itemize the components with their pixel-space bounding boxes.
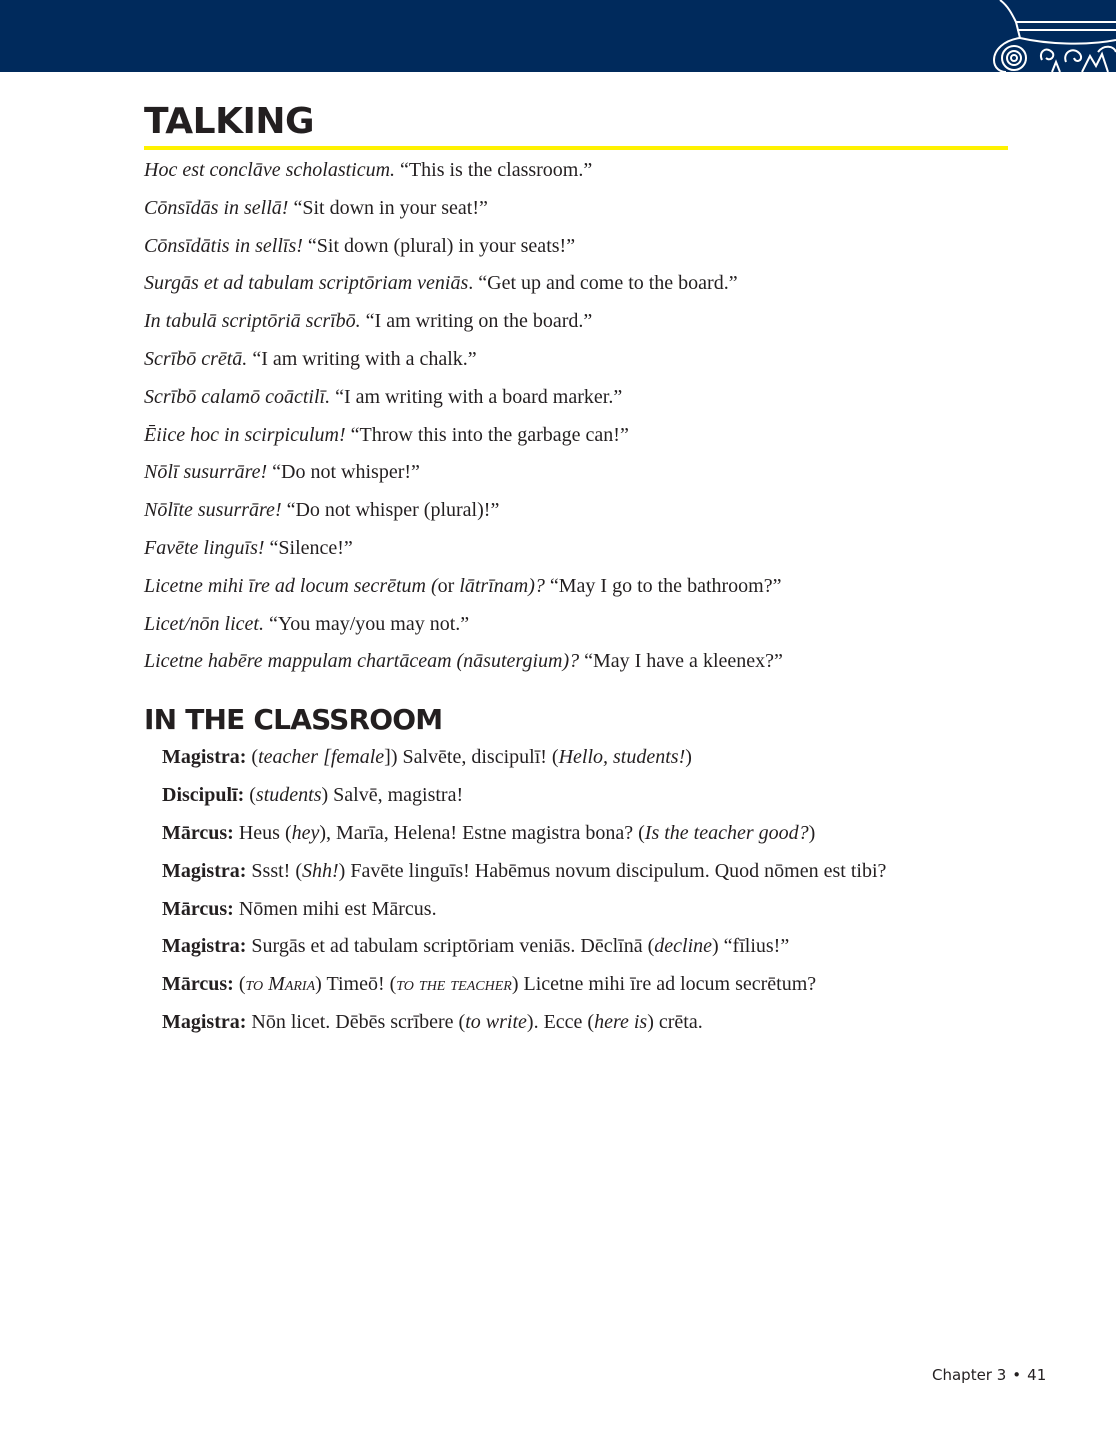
dialogue-text: ) crēta. — [647, 1011, 703, 1034]
dialogue-text: ( — [233, 973, 246, 996]
stage-direction: to the teacher — [396, 973, 512, 996]
speaker-name: Magistra: — [162, 746, 247, 768]
stage-direction: to Maria — [245, 973, 316, 996]
dialogue-text: Nōn licet. Dēbēs scrībere ( — [246, 1011, 466, 1034]
latin-phrase: Scrībō calamō coāctilī. — [144, 385, 331, 408]
dialogue-text: ( — [246, 746, 259, 768]
page-footer — [932, 1366, 1046, 1384]
dialogue-text: ) — [808, 821, 816, 844]
dialogue-text: ]) Salvēte, discipulī! ( — [384, 746, 559, 768]
english-translation: “May I have a kleenex?” — [579, 650, 783, 673]
dialogue-line — [162, 966, 1062, 1004]
phrase-line — [144, 152, 1044, 190]
dialogue-text: ) Favēte linguīs! Habēmus novum discipulum. Quod nōmen est tibi? — [338, 859, 887, 882]
connector-word: or — [437, 574, 455, 597]
english-translation: “Sit down (plural) in your seats!” — [302, 234, 576, 257]
latin-phrase: Cōnsīdās in sellā! — [144, 196, 289, 219]
dialogue-line — [162, 1004, 1062, 1042]
phrase-line — [144, 417, 1044, 455]
phrase-list — [144, 152, 1044, 681]
latin-phrase: Ēiice hoc in scirpiculum! — [144, 423, 346, 446]
english-translation: “I am writing with a board marker.” — [330, 385, 623, 408]
phrase-line — [144, 303, 1044, 341]
dialogue-text: Nōmen mihi est Mārcus. — [233, 897, 437, 920]
latin-phrase-alt: lātrīnam)? — [454, 574, 545, 597]
gloss: to write — [465, 1011, 527, 1034]
gloss: here is — [594, 1011, 648, 1034]
speaker-name: Magistra: — [162, 1011, 247, 1034]
gloss: Hello, students! — [558, 746, 686, 768]
dialogue-line — [162, 777, 1062, 815]
dialogue-text: ) — [685, 746, 692, 768]
gloss: teacher [female — [258, 746, 385, 768]
phrase-line — [144, 643, 1044, 681]
dialogue-text: Ssst! ( — [246, 859, 302, 882]
dialogue-text: ) Licetne mihi īre ad locum secrētum? — [511, 973, 817, 996]
phrase-line — [144, 265, 1044, 303]
latin-phrase: Hoc est conclāve scholasticum. — [144, 159, 396, 181]
latin-phrase: Licet/nōn licet. — [144, 612, 264, 635]
gloss: decline — [654, 935, 713, 958]
dialogue-line — [162, 853, 1062, 891]
dialogue-line — [162, 928, 1062, 966]
speaker-name: Mārcus: — [162, 897, 234, 920]
phrase-line — [144, 568, 1044, 606]
latin-phrase: Favēte linguīs! — [144, 536, 265, 559]
speaker-name: Magistra: — [162, 935, 247, 958]
phrase-line — [144, 341, 1044, 379]
section-title-classroom: IN THE CLASSROOM — [144, 703, 443, 736]
phrase-line — [144, 454, 1044, 492]
section-title-talking: TALKING — [144, 101, 315, 142]
dialogue-text: ). Ecce ( — [526, 1011, 595, 1034]
english-translation: “I am writing on the board.” — [360, 310, 593, 333]
latin-phrase: In tabulā scriptōriā scrībō. — [144, 310, 361, 333]
yellow-rule — [144, 146, 1008, 150]
latin-phrase: Licetne habēre mappulam chartāceam (nāsutergium)? — [144, 650, 580, 673]
english-translation: “Sit down in your seat!” — [288, 196, 488, 219]
dialogue-text: ( — [244, 783, 256, 806]
dialogue-text: Surgās et ad tabulam scriptōriam veniās. Dēclīnā ( — [246, 935, 655, 958]
speaker-name: Mārcus: — [162, 973, 234, 996]
gloss: Is the teacher good? — [644, 821, 809, 844]
dialogue-line — [162, 815, 1062, 853]
phrase-line — [144, 606, 1044, 644]
english-translation: . “Get up and come to the board.” — [468, 272, 738, 295]
phrase-line — [144, 228, 1044, 266]
latin-phrase: Nōlī susurrāre! — [144, 461, 268, 484]
phrase-line — [144, 530, 1044, 568]
dialogue — [162, 739, 1062, 1042]
phrase-line — [144, 492, 1044, 530]
english-translation: “I am writing with a chalk.” — [247, 347, 477, 370]
page-number: 41 — [1027, 1366, 1047, 1384]
dialogue-text: Heus ( — [233, 821, 292, 844]
phrase-line — [144, 379, 1044, 417]
latin-phrase: Surgās et ad tabulam scriptōriam veniās — [144, 272, 469, 295]
chapter-label: Chapter 3 — [932, 1366, 1007, 1384]
dialogue-text: ) “fīlius!” — [712, 935, 790, 958]
dialogue-text: ) Timeō! ( — [315, 973, 397, 996]
gloss: Shh! — [302, 859, 339, 882]
latin-phrase: Scrībō crētā. — [144, 347, 248, 370]
latin-phrase: Nōlīte susurrāre! — [144, 499, 282, 522]
english-translation: “You may/you may not.” — [263, 612, 470, 635]
latin-phrase: Licetne mihi īre ad locum secrētum ( — [144, 574, 438, 597]
latin-phrase: Cōnsīdātis in sellīs! — [144, 234, 303, 257]
footer-separator: • — [1012, 1366, 1022, 1384]
dialogue-line — [162, 739, 1062, 777]
phrase-line — [144, 190, 1044, 228]
gloss: students — [255, 783, 322, 806]
dialogue-text: ), Marīa, Helena! Estne magistra bona? ( — [319, 821, 645, 844]
header-banner — [0, 0, 1116, 72]
english-translation: “Do not whisper (plural)!” — [281, 499, 500, 522]
speaker-name: Magistra: — [162, 859, 247, 882]
speaker-name: Discipulī: — [162, 783, 245, 806]
english-translation: “Do not whisper!” — [267, 461, 420, 484]
english-translation: “Throw this into the garbage can!” — [345, 423, 629, 446]
english-translation: “Silence!” — [264, 536, 353, 559]
ionic-capital-icon — [986, 0, 1116, 72]
dialogue-line — [162, 891, 1062, 929]
speaker-name: Mārcus: — [162, 821, 234, 844]
dialogue-text: ) Salvē, magistra! — [321, 783, 464, 806]
english-translation: “This is the classroom.” — [395, 159, 593, 181]
gloss: hey — [291, 821, 320, 844]
english-translation: “May I go to the bathroom?” — [544, 574, 782, 597]
